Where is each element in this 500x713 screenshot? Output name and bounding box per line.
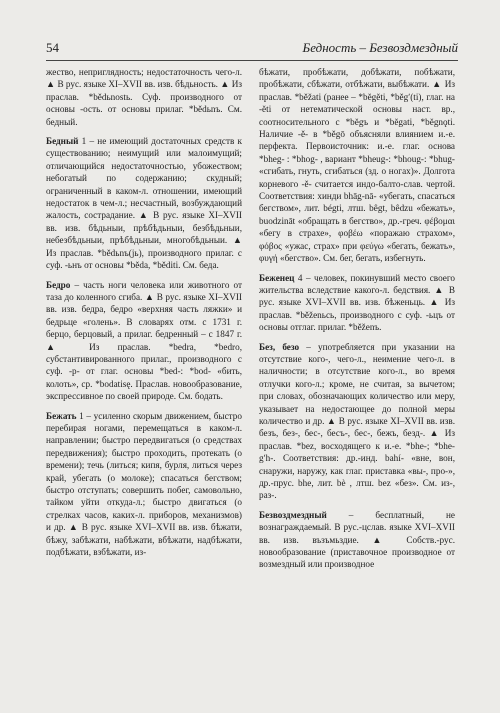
dictionary-entry [46, 279, 242, 403]
entry-headword: Без, безо [259, 341, 300, 352]
entry-headword: Бедро [46, 279, 71, 290]
entry-text: 1 – усиленно скорым движением, быстро перебирая ногами, перемещаться в каком-л. направлении; быстро передвигаться (о средствах передвижения); быстро проходить, протекать (о времени); течь (литься; кипя, бурля, литься через край, убегать (о молоке); спасаться бегством; быстро отступать; совершить побег, самовольно, тайком уйти откуда-л.; быстро двигаться (о стрелках часов, каких-л. приборов, механизмов) и др. ▲ В рус. языке XVI–XVII вв. изв. бѣжати, бѣжу, забѣжати, набѣжати, вбѣжати, надбѣжати, подбѣжати, взбѣжати, из- [46, 410, 242, 558]
entry-text: – бесплатный, не вознаграждаемый. В рус.-цслав. языке XVI–XVII вв. изв. възъмьздие. ▲ Собств.-рус. новообразование (приставочное производное от возмездный или производное [259, 509, 455, 570]
dictionary-entry [259, 341, 455, 502]
entry-continuation: бѣжати, пробѣжати, добѣжати, побѣжати, пробѣжати, сбѣжати, отбѣжати, выбѣжати. ▲ Из праслав. *běžati (ранее – *bĕgĕti, *běgʹ(ti), глаг. на -ĕti от нетематической основы наст. вр., соотносительного с *bĕgъ и *bĕgati, *bĕgnǫti. Наличие -ě- в *běgō объясняли влиянием и.-е. перфекта. Первоисточник: и.-е. глаг. основа *bheg- : *bhog- , вариант *bheug-: *bhoug-: *bhug- «сгибать, гнуть, сгибаться (зд. о ногах)». Долгота корневого -ě- считается индо-балто-слав. чертой. Соответствия: хинди bhāg-nā- «убегать, спасаться бегством», лит. bégti, лтш. bêgt, bêdzu «бежать», buodzināt «обращать в бегство», др.-греч. φέβομαι «бегу в страхе», φοβέω «поражаю страхом», φόβος «ужас, страх» при φεύγω «бегать, бежать», φυγή «бегство». См. бег, бегать, избегнуть. [259, 67, 455, 264]
dictionary-entry [259, 509, 455, 571]
entry-headword: Беженец [259, 272, 295, 283]
left-column [46, 66, 242, 696]
right-column [259, 66, 455, 696]
entry-text: 4 – человек, покинувший место своего жительства вследствие какого-л. бедствия. ▲ В рус. языке XVI–XVII вв. изв. бѣженьць. ▲ Из праслав. *běženьcь, производного с суф. -ьцъ от основы отглаг. прилаг. *běženъ. [259, 272, 455, 333]
entry-text: 1 – не имеющий достаточных средств к существованию; неимущий или малоимущий; отличающийся недостаточностью, убожеством; небогатый по содержанию; скудный; ограниченный в каком-л. отношении, имеющий недостаток в чем-л.; несчастный, возбуждающий жалость, сострадание. ▲ В рус. языке XI–XVII вв. изв. бѣдьныи, прѣбѣдьныи, безбѣдьныи, небезбѣдьныи, прѣбѣдьныи, многобѣдьныи. ▲ Из праслав. *bědьnъ(jь), производного прилаг. с суф. -ьнъ от основы *běda, *běditi. См. беда. [46, 136, 242, 271]
entry-continuation: жество, неприглядность; недостаточность чего-л. ▲ В рус. языке XI–XVII вв. изв. бѣдьность. ▲ Из праслав. *bědьnostь. Суф. производного от основы -ость. от основы прилаг. *bědьnъ. См. бедный. [46, 67, 242, 127]
running-head: Бедность – Безвоздмездный [302, 40, 458, 55]
entry-text: – часть ноги человека или животного от таза до коленного сгиба. ▲ В рус. языке XI–XVII вв. изв. бедра, бедро «верхняя часть ляжки» и бедрьце «голень». В словарях отм. с 1731 г. берцо, берцовый, а прилаг. бедренный – с 1847 г. ▲ Из праслав. *bedra, *bedro, субстантивированного прилаг., производного с суф. -р- от глаг. основы *bed-: *bod- «бить, колоть», ср. *bodatisę. Праслав. новообразование, экспрессивное по своей природе. См. бодать. [46, 279, 242, 402]
dictionary-entry [46, 410, 242, 559]
page-header [46, 40, 458, 61]
dictionary-entry [46, 135, 242, 271]
dictionary-entry [259, 272, 455, 334]
page-number: 54 [46, 40, 59, 55]
entry-text: – употребляется при указании на отсутствие кого-, чего-л., неимение чего-л. в наличности; в отсутствие кого-л., во время отлучки кого-л.; кроме, не считая, за вычетом; при словах, обозначающих количество или меру, указывает на недостающее до полной меры количество и др. ▲ В рус. языке XI–XVII вв. изв. безъ, без-, бес-, бесъ-, бес-, бежъ, безд-. ▲ Из праслав. *bez, восходящего к и.-е. *bhe-; *bhe-gʹh-. Соответствия: др.-инд. bahí- «вне, вон, снаружи, наружу, как глаг. приставка «вы-, про-», др.-прус. bhe, лит. bè , лтш. bez «без». См. из-, раз-. [259, 341, 455, 501]
entry-headword: Бедный [46, 136, 79, 147]
entry-headword: Бежать [46, 410, 77, 421]
entry-headword: Безвоздмездный [259, 509, 327, 520]
